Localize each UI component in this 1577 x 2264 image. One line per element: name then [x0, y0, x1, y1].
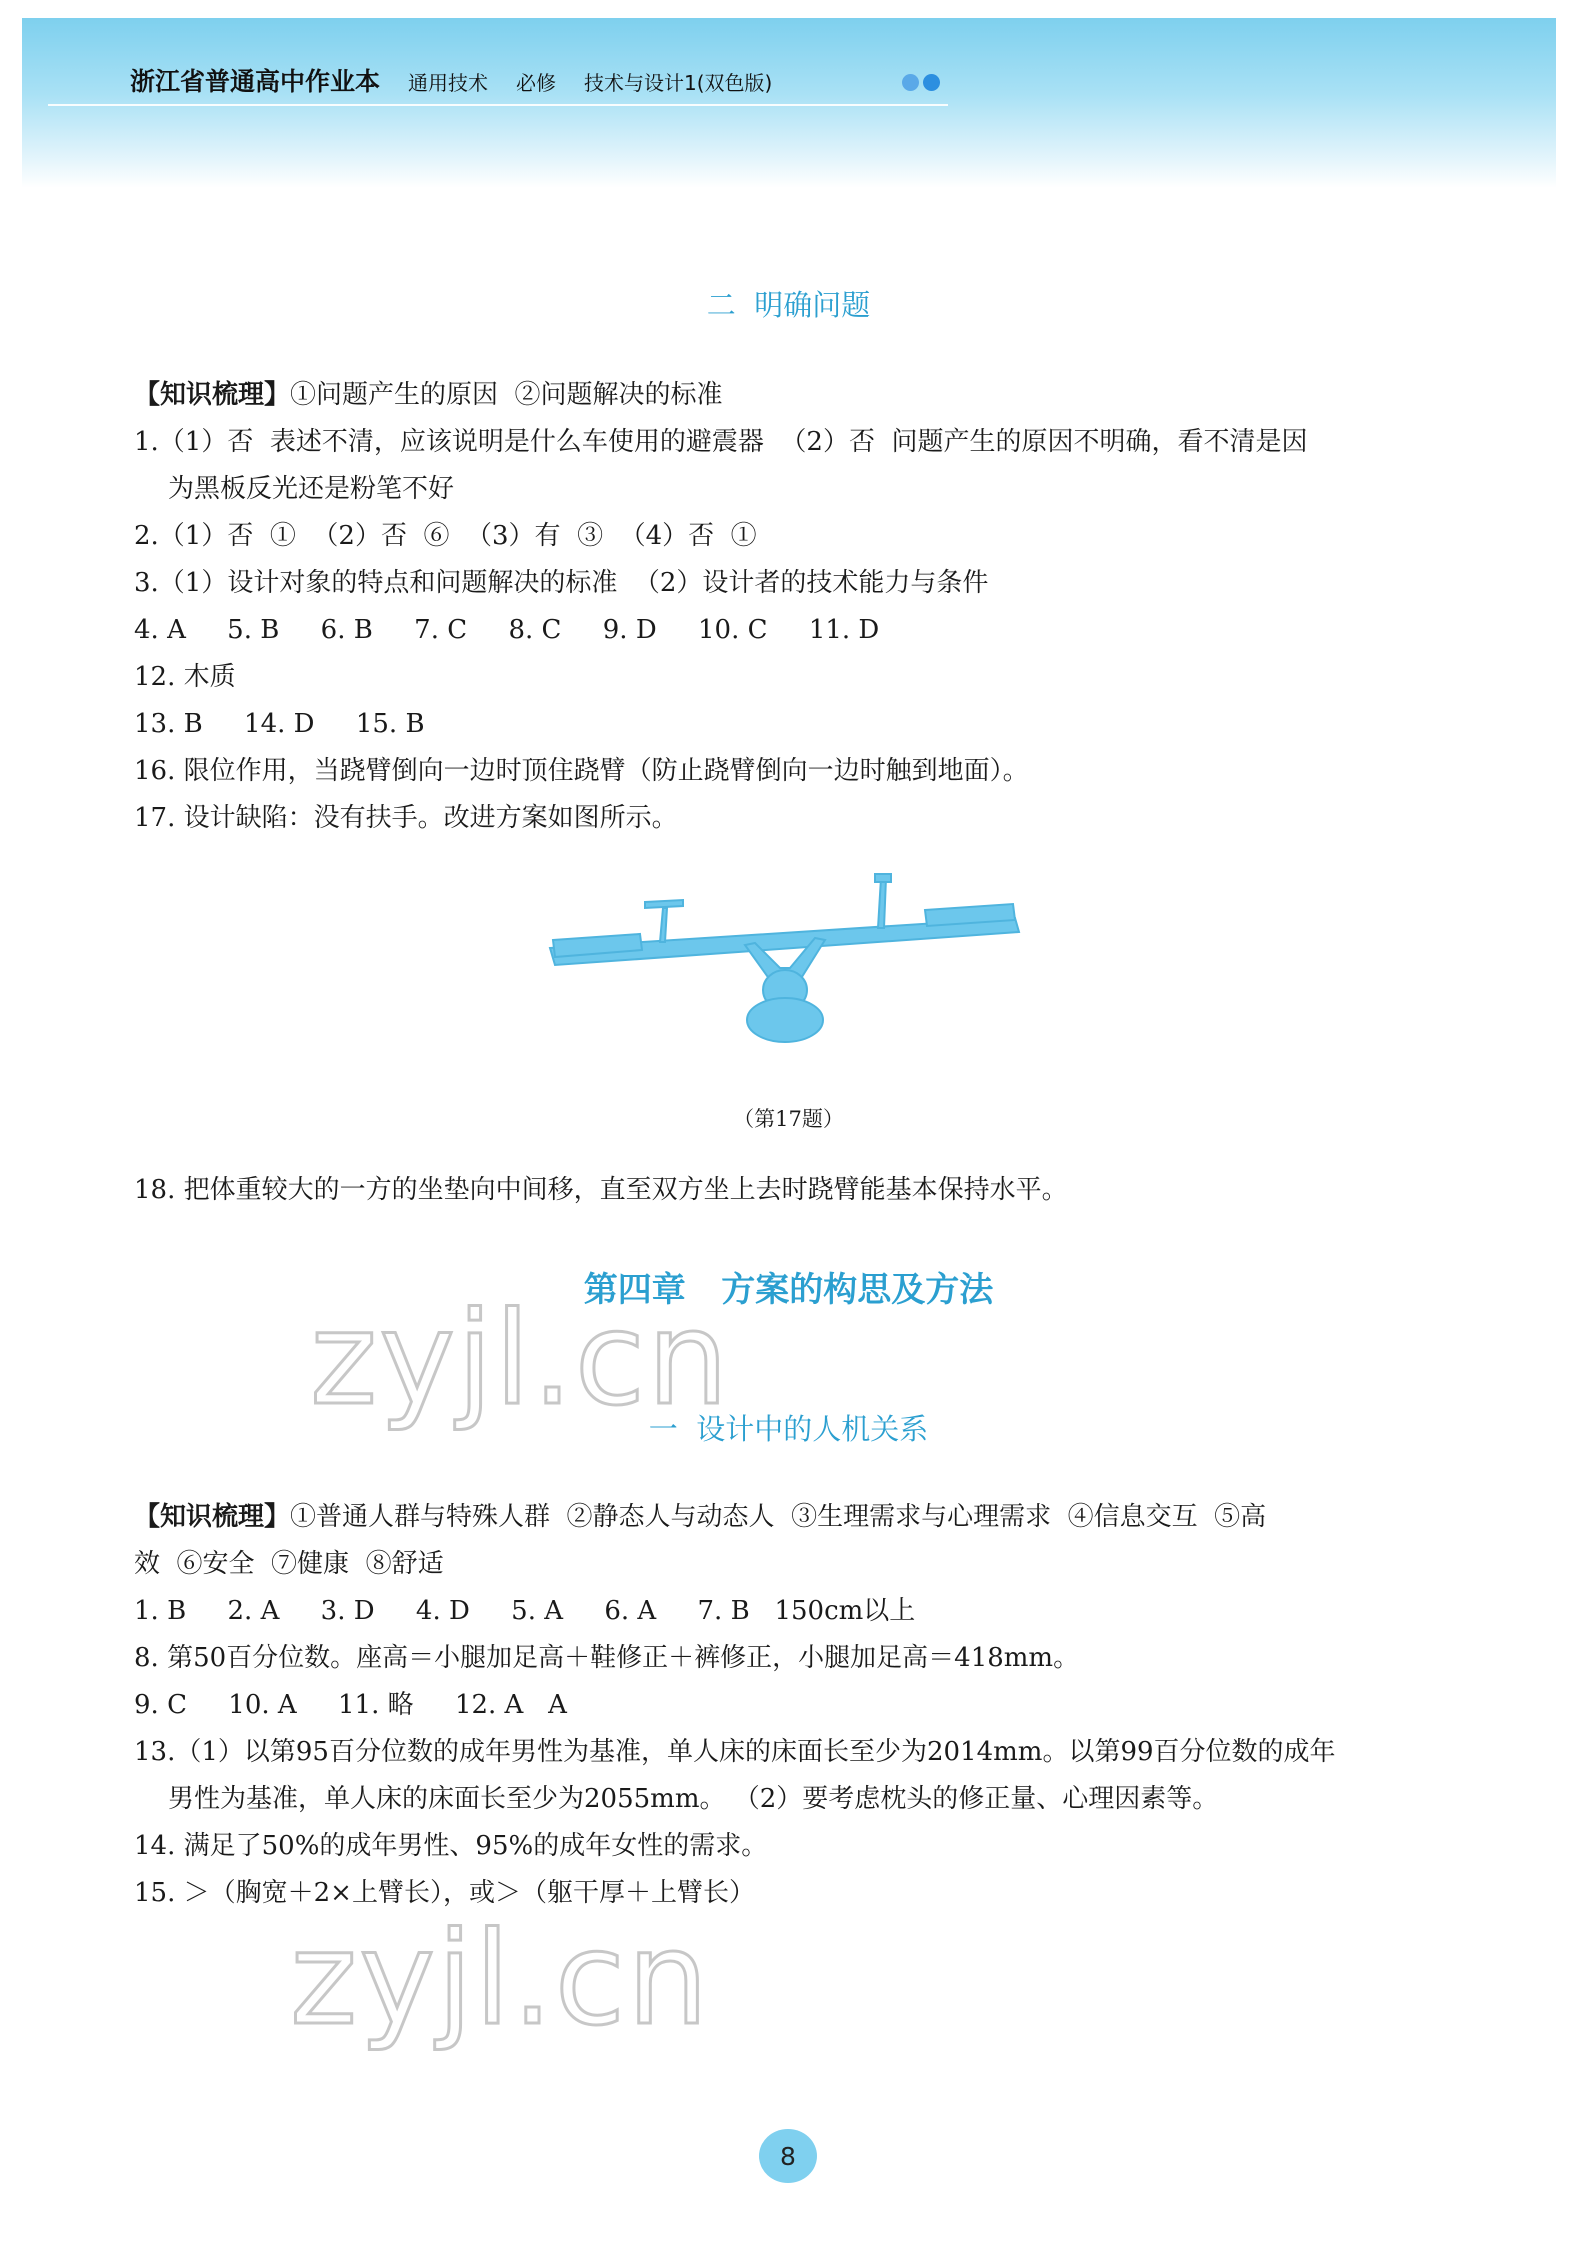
- answer-line: 12. 木质: [134, 662, 236, 692]
- subject-label: 通用技术: [408, 71, 489, 95]
- answer-line: 男性为基准，单人床的床面长至少为2055mm。 （2）要考虑枕头的修正量、心理因素等。: [168, 1784, 1219, 1814]
- header-dot: [902, 74, 919, 91]
- watermark: zyjl.cn: [310, 1285, 731, 1434]
- answer-line: 4. A 5. B 6. B 7. C 8. C 9. D 10. C 11. D: [134, 615, 880, 645]
- knowledge-text-cont: 效 ⑥安全 ⑦健康 ⑧舒适: [134, 1549, 444, 1579]
- answer-line: 13. B 14. D 15. B: [134, 709, 425, 739]
- knowledge-text: ①问题产生的原因 ②问题解决的标准: [290, 380, 723, 410]
- running-header: [130, 62, 772, 98]
- seesaw-handle-right: [878, 878, 886, 928]
- header-dot: [923, 74, 940, 91]
- header-rule: [48, 104, 948, 106]
- series-title: 浙江省普通高中作业本: [130, 67, 381, 96]
- seesaw-handle-left-bar: [645, 900, 683, 908]
- chapter-title: 第四章 方案的构思及方法: [583, 1270, 994, 1310]
- seesaw-figure: [545, 870, 1025, 1070]
- answer-line: 17. 设计缺陷：没有扶手。改进方案如图所示。: [134, 803, 678, 833]
- section-title-ergonomics: 一 设计中的人机关系: [648, 1412, 929, 1446]
- figure-caption: （第17题）: [733, 1107, 844, 1131]
- watermark: zyjl.cn: [290, 1905, 711, 2054]
- knowledge-tag: 【知识梳理】: [134, 1502, 291, 1532]
- answer-line: 13.（1）以第95百分位数的成年男性为基准，单人床的床面长至少为2014mm。以第99百分位数的成年: [134, 1737, 1336, 1767]
- answer-line: 2.（1）否 ① （2）否 ⑥ （3）有 ③ （4）否 ①: [134, 521, 757, 551]
- seesaw-handle-left: [660, 908, 667, 942]
- header-dots: [902, 74, 940, 91]
- seesaw-handle-right-top: [875, 874, 891, 882]
- answer-line: 9. C 10. A 11. 略 12. A A: [134, 1690, 567, 1720]
- answer-line: 1.（1）否 表述不清，应该说明是什么车使用的避震器 （2）否 问题产生的原因不明确，看不清是因: [134, 427, 1308, 457]
- knowledge-summary-2: [134, 1500, 1266, 1534]
- page-number: 8: [780, 2141, 796, 2171]
- answer-line: 为黑板反光还是粉笔不好: [168, 474, 455, 504]
- knowledge-tag: 【知识梳理】: [134, 380, 291, 410]
- header-band: [22, 18, 1556, 188]
- answer-line: 18. 把体重较大的一方的坐垫向中间移，直至双方坐上去时跷臂能基本保持水平。: [134, 1175, 1068, 1205]
- knowledge-text: ①普通人群与特殊人群 ②静态人与动态人 ③生理需求与心理需求 ④信息交互 ⑤高: [290, 1502, 1267, 1532]
- answer-line: 8. 第50百分位数。座高＝小腿加足高＋鞋修正＋裤修正，小腿加足高＝418mm。: [134, 1643, 1080, 1673]
- seesaw-base: [747, 998, 823, 1042]
- answer-line: 15. ＞（胸宽＋2×上臂长），或＞（躯干厚＋上臂长）: [134, 1878, 755, 1908]
- knowledge-summary-1: [134, 378, 723, 412]
- level-label: 必修: [516, 71, 557, 95]
- answer-line: 16. 限位作用，当跷臂倒向一边时顶住跷臂（防止跷臂倒向一边时触到地面）。: [134, 756, 1029, 786]
- page-number-badge: [759, 2129, 817, 2183]
- book-label: 技术与设计1(双色版): [584, 71, 773, 95]
- section-title-clarify: 二 明确问题: [706, 288, 871, 322]
- answer-line: 14. 满足了50%的成年男性、95%的成年女性的需求。: [134, 1831, 768, 1861]
- answer-line: 3.（1）设计对象的特点和问题解决的标准 （2）设计者的技术能力与条件: [134, 568, 989, 598]
- answer-line: 1. B 2. A 3. D 4. D 5. A 6. A 7. B 150cm以上: [134, 1596, 916, 1626]
